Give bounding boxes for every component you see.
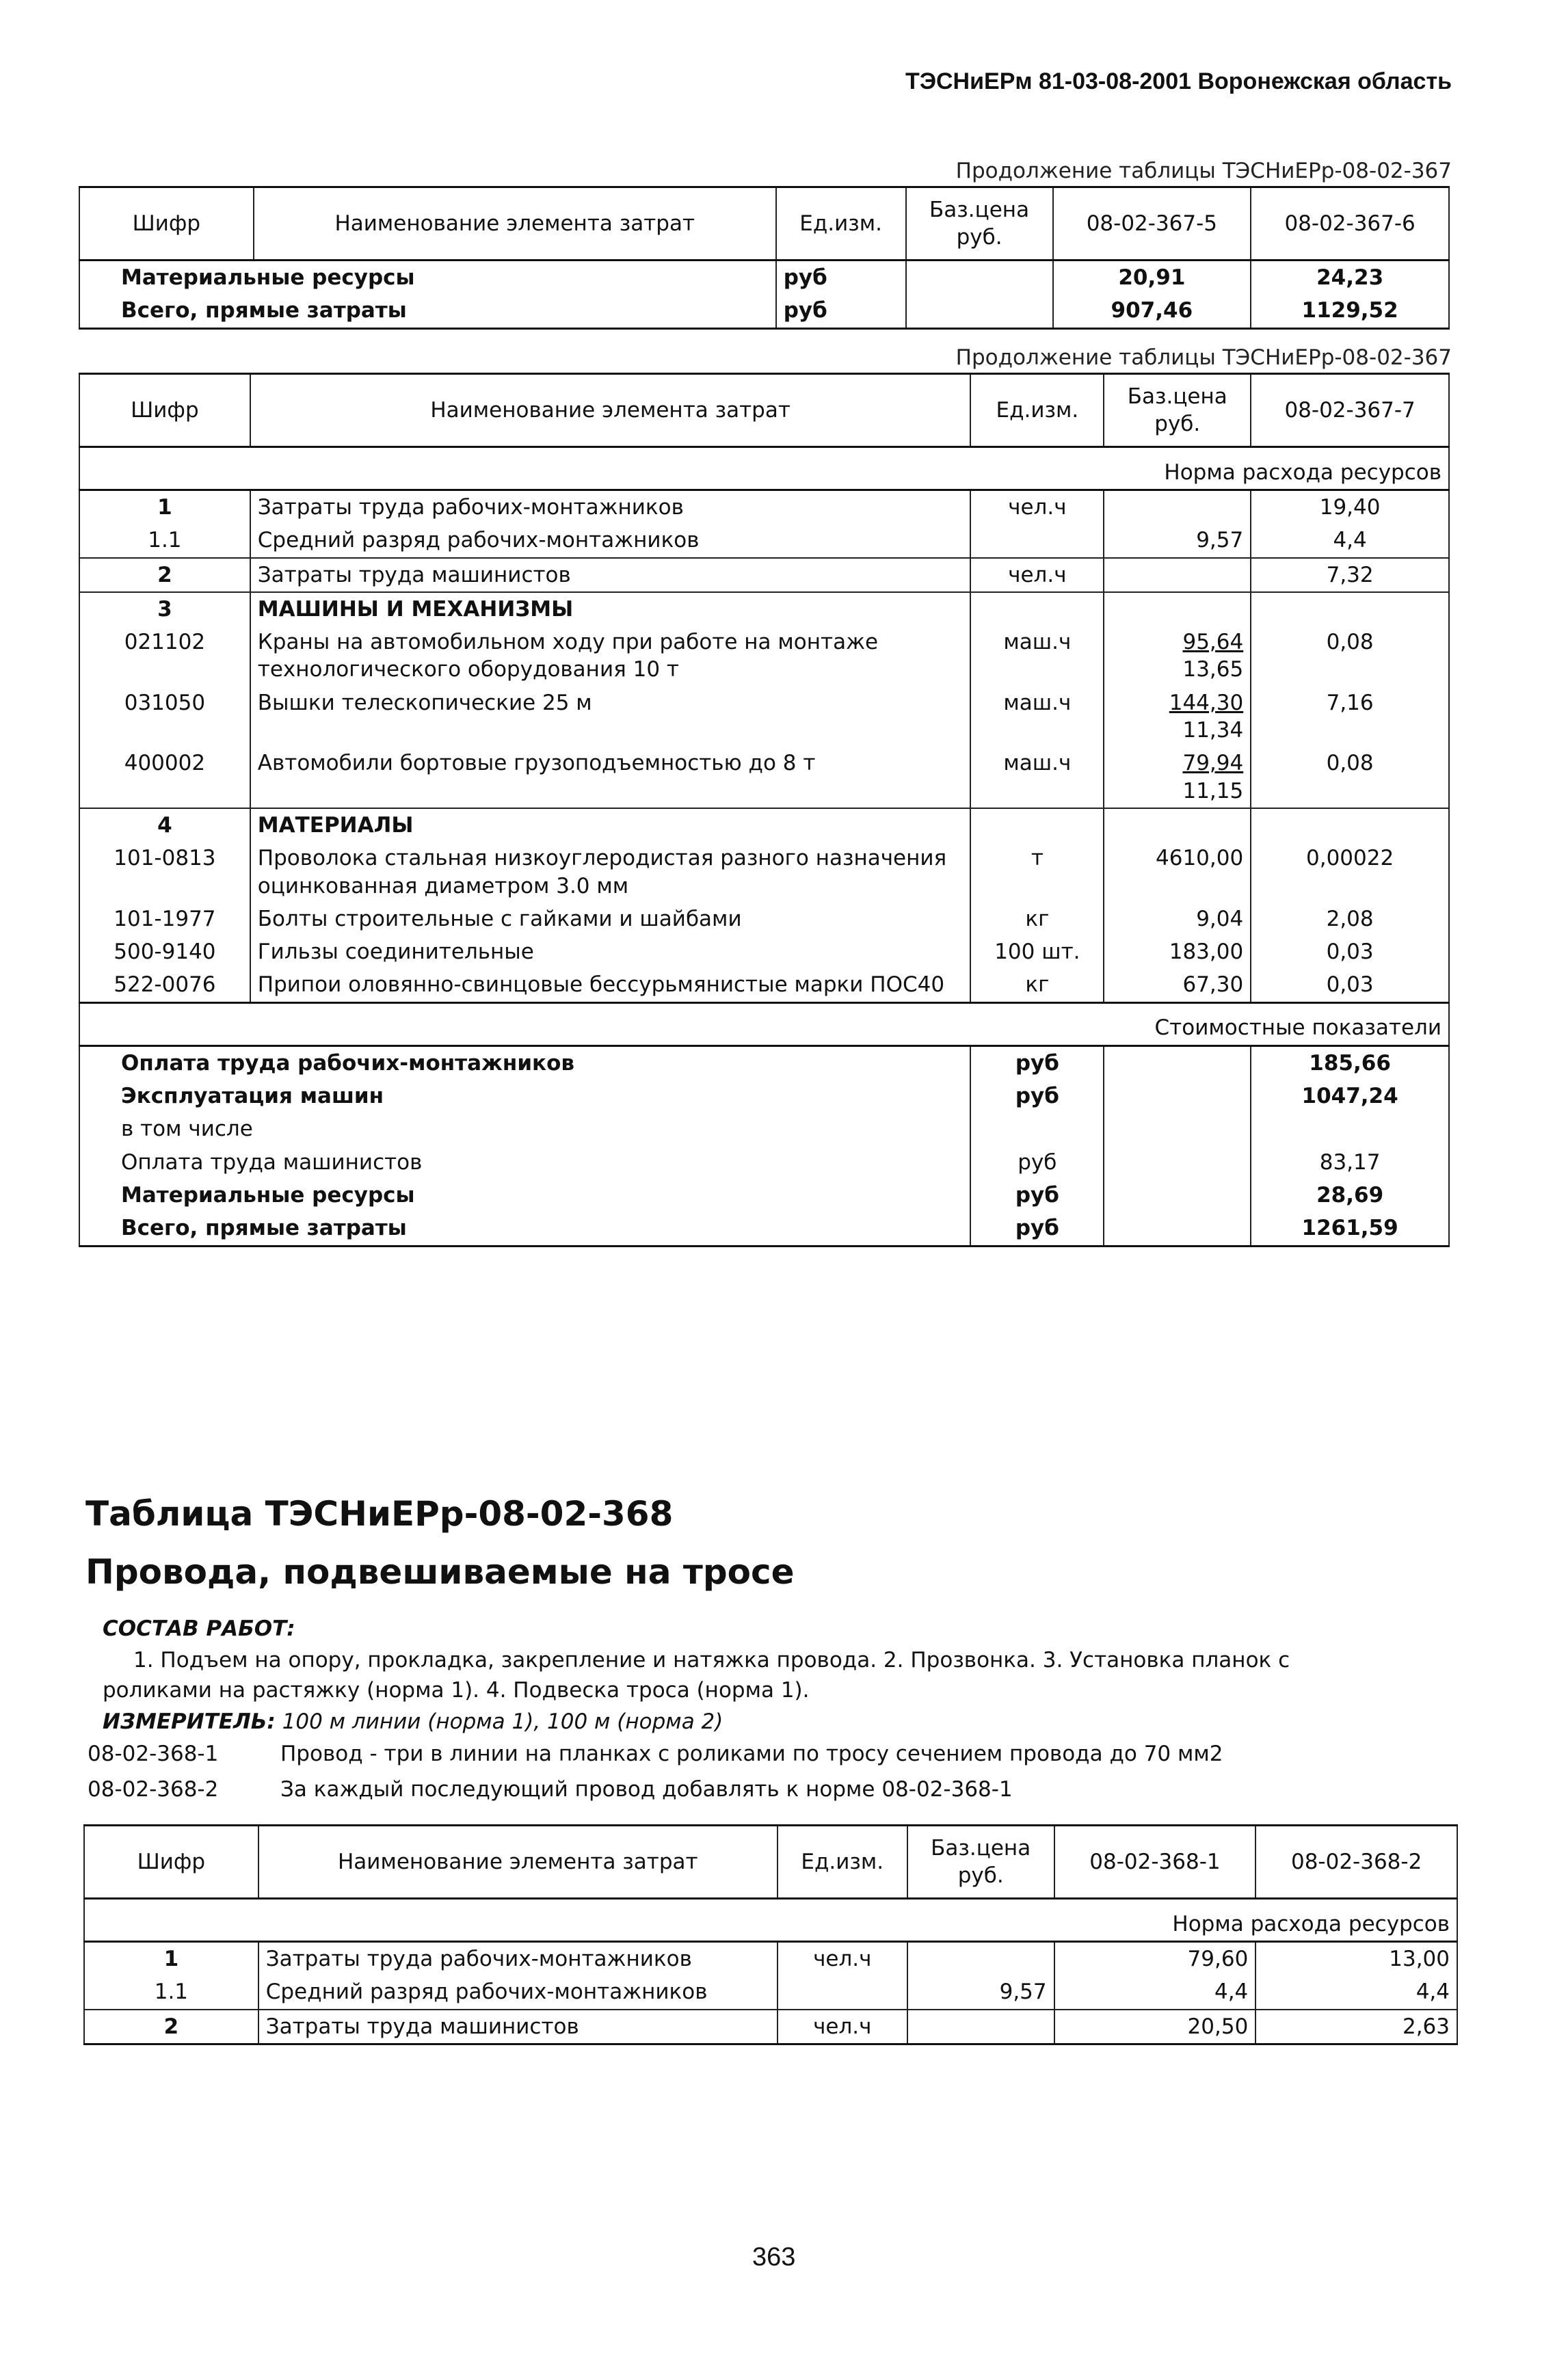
row-value: 907,46 [1053,294,1251,328]
table-row [79,968,1449,1002]
row-name: Материальные ресурсы [79,261,776,295]
row-code: 522-0076 [79,968,250,1002]
price-wage: 11,34 [1182,718,1244,743]
cost-value: 28,69 [1251,1179,1449,1212]
row-value: 20,91 [1053,261,1251,295]
table-row [79,808,1449,842]
row-value: 19,40 [1251,490,1449,524]
row-unit: руб [776,294,906,328]
row-unit: т [970,842,1104,903]
col-header: Баз.цена руб. [907,1826,1054,1899]
row-unit [970,808,1104,842]
row-name: Припои оловянно-свинцовые бессурьмянистые марки ПОС40 [250,968,971,1002]
row-name: Затраты труда машинистов [250,558,971,592]
cost-price [1104,1179,1251,1212]
works-label: СОСТАВ РАБОТ: [103,1616,295,1641]
row-value: 4,4 [1255,1975,1457,2009]
cost-unit [970,1112,1104,1145]
row-name: Краны на автомобильном ходу при работе на монтаже технологического оборудования 10 т [250,626,971,687]
table2 [79,373,1450,1247]
row-price: 183,00 [1104,935,1251,968]
row-value: 0,03 [1251,968,1449,1002]
row-value: 79,60 [1054,1942,1256,1976]
table3-header-row [84,1826,1457,1899]
row-value: 13,00 [1255,1942,1457,1976]
price-value: 95,64 [1182,630,1244,655]
cost-value: 1047,24 [1251,1080,1449,1112]
col-header: Ед.изм. [778,1826,907,1899]
item-code: 08-02-368-1 [88,1742,219,1766]
row-name: Всего, прямые затраты [79,294,776,328]
table-row [79,558,1449,592]
row-price: 9,57 [907,1975,1054,2009]
col-header: Баз.цена руб. [906,187,1053,261]
row-name: Автомобили бортовые грузоподъемностью до 8 т [250,747,971,808]
col-header: 08-02-367-7 [1251,374,1449,447]
row-name: Проволока стальная низкоуглеродистая разного назначения оцинкованная диаметром 3.0 мм [250,842,971,903]
row-unit [778,1975,907,2009]
col-header: Баз.цена руб. [1104,374,1251,447]
table-row [84,1975,1457,2009]
table-row [79,1212,1449,1246]
row-price [1104,558,1251,592]
norm-header: Норма расхода ресурсов [79,447,1449,490]
cost-unit: руб [970,1179,1104,1212]
table1 [79,186,1450,330]
row-name: Вышки телескопические 25 м [250,687,971,747]
row-value: 0,00022 [1251,842,1449,903]
table3 [83,1824,1458,2045]
col-header: Наименование элемента затрат [254,187,776,261]
col-header: Ед.изм. [776,187,906,261]
cost-value [1251,1112,1449,1145]
row-price: 67,30 [1104,968,1251,1002]
table-row [79,1112,1449,1145]
table-row [79,747,1449,808]
table-row [84,1942,1457,1976]
price-wage: 11,15 [1182,778,1244,803]
page-number: 363 [752,2243,796,2271]
price-value: 79,94 [1182,751,1244,776]
cost-name: Всего, прямые затраты [79,1212,970,1246]
row-unit: маш.ч [970,626,1104,687]
row-value: 2,08 [1251,903,1449,935]
cost-name: в том числе [79,1112,970,1145]
row-unit: кг [970,968,1104,1002]
row-name: МАТЕРИАЛЫ [250,808,971,842]
row-unit: 100 шт. [970,935,1104,968]
col-header: Шифр [79,374,250,447]
col-header: Наименование элемента затрат [258,1826,778,1899]
cost-price [1104,1045,1251,1080]
table-row [79,935,1449,968]
cost-name: Оплата труда машинистов [79,1146,970,1179]
price-wage: 13,65 [1182,657,1244,682]
cost-unit: руб [970,1146,1104,1179]
section-title: Таблица ТЭСНиЕРр-08-02-368 [85,1494,674,1534]
row-value: 4,4 [1251,524,1449,557]
section-subtitle: Провода, подвешиваемые на тросе [85,1552,795,1592]
row-code: 2 [84,2010,258,2044]
row-price [1104,592,1251,626]
cost-name: Материальные ресурсы [79,1179,970,1212]
cost-unit: руб [970,1080,1104,1112]
row-unit: руб [776,261,906,295]
row-code: 031050 [79,687,250,747]
norm-header-row [79,447,1449,490]
row-price [1104,808,1251,842]
row-unit: чел.ч [778,1942,907,1976]
table-row [79,261,1449,295]
table-row [79,687,1449,747]
row-code: 1.1 [84,1975,258,2009]
works-line: 1. Подъем на опору, прокладка, закрепление и натяжка провода. 2. Прозвонка. 3. Установка планок с [133,1648,1290,1672]
cost-header-row [79,1002,1449,1045]
table-row [79,626,1449,687]
row-price: 9,04 [1104,903,1251,935]
norm-header-row [84,1899,1457,1942]
col-header: Наименование элемента затрат [250,374,971,447]
row-code: 4 [79,808,250,842]
item-text: За каждый последующий провод добавлять к норме 08-02-368-1 [280,1777,1013,1802]
cost-value: 83,17 [1251,1146,1449,1179]
row-value: 0,03 [1251,935,1449,968]
row-value: 7,32 [1251,558,1449,592]
table-row [79,592,1449,626]
page-header: ТЭСНиЕРм 81-03-08-2001 Воронежская область [905,68,1452,94]
col-header: 08-02-367-6 [1251,187,1449,261]
row-code: 500-9140 [79,935,250,968]
row-name: Затраты труда рабочих-монтажников [250,490,971,524]
row-unit [970,524,1104,557]
table-row [79,1179,1449,1212]
works-line: роликами на растяжку (норма 1). 4. Подвеска троса (норма 1). [103,1678,810,1703]
cost-price [1104,1212,1251,1246]
row-unit: чел.ч [970,558,1104,592]
row-price: 9,57 [1104,524,1251,557]
meter-line [103,1708,723,1737]
row-name: Средний разряд рабочих-монтажников [258,1975,778,2009]
row-value: 4,4 [1054,1975,1256,2009]
row-unit: чел.ч [970,490,1104,524]
row-unit: маш.ч [970,687,1104,747]
row-unit [970,592,1104,626]
row-unit: кг [970,903,1104,935]
row-name: МАШИНЫ И МЕХАНИЗМЫ [250,592,971,626]
table-row [79,490,1449,524]
meter-text: 100 м линии (норма 1), 100 м (норма 2) [282,1709,723,1734]
cost-unit: руб [970,1212,1104,1246]
table-row [79,903,1449,935]
price-value: 144,30 [1169,690,1244,715]
table-row [79,1146,1449,1179]
row-price [1104,747,1251,808]
row-value: 7,16 [1251,687,1449,747]
row-price [1104,626,1251,687]
table2-caption: Продолжение таблицы ТЭСНиЕРр-08-02-367 [955,345,1452,370]
row-name: Затраты труда машинистов [258,2010,778,2044]
table-row [79,524,1449,557]
row-value: 1129,52 [1251,294,1449,328]
meter-label: ИЗМЕРИТЕЛЬ: [103,1709,276,1734]
table-row [84,2010,1457,2044]
row-price [907,1942,1054,1976]
col-header: 08-02-368-1 [1054,1826,1256,1899]
row-value [1251,808,1449,842]
row-price [907,2010,1054,2044]
table-row [79,1045,1449,1080]
table-row [79,842,1449,903]
cost-value: 1261,59 [1251,1212,1449,1246]
row-name: Болты строительные с гайками и шайбами [250,903,971,935]
table-row [79,1080,1449,1112]
row-price [1104,687,1251,747]
row-value: 20,50 [1054,2010,1256,2044]
col-header: Ед.изм. [970,374,1104,447]
row-code: 1.1 [79,524,250,557]
cost-name: Оплата труда рабочих-монтажников [79,1045,970,1080]
row-code: 1 [79,490,250,524]
cost-header: Стоимостные показатели [79,1002,1449,1045]
cost-price [1104,1146,1251,1179]
row-value: 0,08 [1251,747,1449,808]
cost-value: 185,66 [1251,1045,1449,1080]
cost-price [1104,1080,1251,1112]
row-code: 021102 [79,626,250,687]
col-header: Шифр [84,1826,258,1899]
row-code: 3 [79,592,250,626]
row-unit: маш.ч [970,747,1104,808]
col-header: 08-02-368-2 [1255,1826,1457,1899]
row-name: Гильзы соединительные [250,935,971,968]
row-price: 4610,00 [1104,842,1251,903]
cost-unit: руб [970,1045,1104,1080]
col-header: 08-02-367-5 [1053,187,1251,261]
row-price [906,294,1053,328]
row-price [906,261,1053,295]
row-value: 2,63 [1255,2010,1457,2044]
norm-header: Норма расхода ресурсов [84,1899,1457,1942]
row-name: Затраты труда рабочих-монтажников [258,1942,778,1976]
cost-name: Эксплуатация машин [79,1080,970,1112]
table1-caption: Продолжение таблицы ТЭСНиЕРр-08-02-367 [955,159,1452,183]
item-text: Провод - три в линии на планках с роликами по тросу сечением провода до 70 мм2 [280,1742,1223,1766]
row-value: 24,23 [1251,261,1449,295]
table2-header-row [79,374,1449,447]
row-code: 101-1977 [79,903,250,935]
table-row [79,294,1449,328]
row-code: 2 [79,558,250,592]
item-code: 08-02-368-2 [88,1777,219,1802]
col-header: Шифр [79,187,254,261]
row-code: 101-0813 [79,842,250,903]
row-code: 1 [84,1942,258,1976]
row-name: Средний разряд рабочих-монтажников [250,524,971,557]
cost-price [1104,1112,1251,1145]
row-price [1104,490,1251,524]
row-unit: чел.ч [778,2010,907,2044]
row-code: 400002 [79,747,250,808]
row-value [1251,592,1449,626]
row-value: 0,08 [1251,626,1449,687]
table1-header-row [79,187,1449,261]
